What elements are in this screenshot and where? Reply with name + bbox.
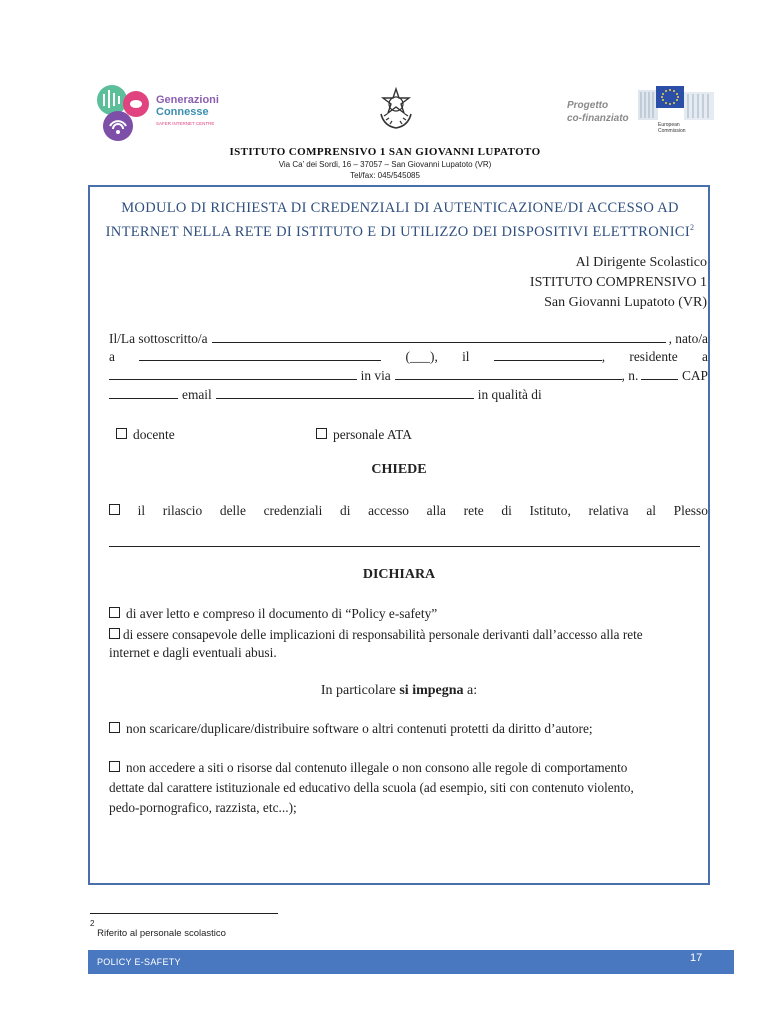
generazioni-logo-text (156, 94, 219, 130)
dichiara-text-1: di aver letto e compreso il documento di “Policy e-safety” (126, 606, 438, 621)
form-title-line1: MODULO DI RICHIESTA DI CREDENZIALI DI AUTENTICAZIONE/DI ACCESSO AD (121, 200, 679, 216)
dichiara-item-2 (109, 626, 708, 662)
request-word: accesso (368, 503, 409, 518)
footnote-number: 2 (90, 919, 95, 928)
request-word: relativa (588, 503, 629, 518)
impegna-bold: si impegna (399, 683, 464, 698)
checkbox-impegno-1[interactable] (109, 722, 120, 733)
label-comma: , (601, 349, 606, 364)
date-group (494, 348, 605, 366)
italian-republic-emblem (376, 86, 416, 130)
label-numero: , n. (621, 368, 639, 383)
recipient-line3: San Giovanni Lupatoto (VR) (544, 295, 707, 310)
impegno-text-2-l1: non accedere a siti o risorse dal contenuto illegale o non consono alle regole di comportamento (126, 760, 628, 775)
checkbox-dichiara-2[interactable] (109, 628, 120, 639)
checkbox-impegno-2[interactable] (109, 761, 120, 772)
footer-label: POLICY E-SAFETY (97, 957, 181, 967)
school-phone: Tel/fax: 045/545085 (350, 171, 420, 180)
impegno-item-1 (109, 720, 593, 738)
label-in-qualita: in qualità di (477, 387, 542, 402)
label-docente: docente (133, 427, 175, 442)
label-email: email (182, 387, 212, 402)
input-email[interactable] (216, 386, 474, 399)
input-plesso[interactable] (109, 546, 700, 547)
label-residente: residente (629, 349, 678, 364)
footnote-text: Riferito al personale scolastico (97, 928, 226, 940)
checkbox-dichiara-1[interactable] (109, 607, 120, 618)
dichiara-text-2: di essere consapevole delle implicazioni di responsabilità personale derivanti dall’accesso alla rete (123, 627, 643, 642)
input-cap[interactable] (109, 386, 178, 399)
generazioni-connesse-logo (94, 84, 234, 146)
footnote-divider (90, 913, 278, 914)
impegno-item-2 (109, 758, 708, 818)
impegno-text-1: non scaricare/duplicare/distribuire software o altri contenuti protetti da diritto d’autore; (126, 721, 593, 736)
label-nato: , nato/a (668, 331, 708, 346)
dichiara-item-2-line1 (109, 626, 708, 644)
progetto-text-line: Progetto (567, 100, 609, 111)
field-line-email (109, 386, 708, 404)
progetto-text-line: co-finanziato (567, 113, 629, 124)
impegno-text-2-l3: pedo-pornografico, razzista, etc...); (109, 800, 297, 815)
field-line-address (109, 367, 708, 385)
form-title-line2 (100, 218, 700, 242)
request-word: al (646, 503, 656, 518)
label-sottoscritto: Il/La sottoscritto/a (109, 331, 208, 346)
checkbox-rilascio[interactable] (109, 504, 120, 515)
school-address: Via Ca’ dei Sordi, 16 – 37057 – San Giovanni Lupatoto (VR) (278, 160, 492, 169)
input-data-nascita[interactable] (494, 348, 602, 361)
section-chiede-heading: CHIEDE (371, 462, 427, 477)
request-word: di (501, 503, 512, 518)
page-footer-bar (88, 950, 734, 974)
eu-text-line: Commission (658, 128, 686, 134)
impegna-heading (88, 683, 710, 699)
page-number: 17 (690, 952, 703, 964)
input-comune-residenza[interactable] (109, 367, 357, 380)
checkbox-personale-ata[interactable] (316, 428, 327, 439)
field-line-birth (109, 348, 708, 366)
eu-logo-text (658, 122, 686, 134)
label-a: a (109, 349, 115, 364)
european-commission-logo (638, 84, 718, 136)
logo-text-line: Connesse (156, 106, 209, 118)
input-nome-cognome[interactable] (212, 330, 666, 343)
impegno-text-2-l2: dettate dal carattere istituzionale ed educativo della scuola (ad esempio, siti con contenuto violento, (109, 780, 634, 795)
form-title (100, 198, 700, 242)
recipient-line1: Al Dirigente Scolastico (575, 255, 707, 270)
request-word: Plesso (673, 503, 708, 518)
impegna-post: a: (463, 683, 478, 698)
input-via[interactable] (395, 367, 622, 380)
eu-text-line: European (658, 122, 680, 128)
recipient-block (400, 253, 707, 313)
chiede-request-line (109, 502, 708, 520)
school-name: ISTITUTO COMPRENSIVO 1 SAN GIOVANNI LUPATOTO (229, 146, 541, 158)
progetto-cofinanziato-label (567, 99, 629, 125)
logo-text-line: SAFER INTERNET CENTRE (156, 121, 215, 126)
footnote-ref: 2 (690, 223, 695, 232)
label-provincia: (___), (405, 349, 438, 364)
dichiara-item-1 (109, 605, 437, 623)
request-word: il (137, 503, 146, 518)
request-word: delle (219, 503, 246, 518)
footnote (90, 919, 226, 940)
input-numero-civico[interactable] (641, 367, 678, 380)
dichiara-text-2b: internet e dagli eventuali abusi. (109, 645, 277, 660)
option-docente[interactable] (116, 426, 175, 444)
form-title-line2-text: INTERNET NELLA RETE DI ISTITUTO E DI UTILIZZO DEI DISPOSITIVI ELETTRONICI (105, 223, 691, 240)
recipient-line2: ISTITUTO COMPRENSIVO 1 (529, 275, 707, 290)
request-word: di (340, 503, 351, 518)
request-word: credenziali (263, 503, 323, 518)
label-personale-ata: personale ATA (333, 427, 412, 442)
label-in-via: in via (360, 368, 391, 383)
label-il: il (462, 349, 470, 364)
checkbox-docente[interactable] (116, 428, 127, 439)
impegna-pre: In particolare (320, 683, 400, 698)
label-a2: a (701, 349, 708, 364)
impegno-2-line1 (109, 758, 708, 778)
field-line-name (109, 330, 708, 348)
section-dichiara-heading: DICHIARA (362, 567, 436, 582)
input-luogo-nascita[interactable] (139, 348, 381, 361)
request-word: alla (426, 503, 446, 518)
label-cap: CAP (681, 368, 708, 383)
request-word: rete (463, 503, 484, 518)
request-word: Istituto, (529, 503, 571, 518)
option-personale-ata[interactable] (316, 426, 412, 444)
logo-text-line: Generazioni (156, 94, 219, 106)
request-word: rilascio (162, 503, 203, 518)
